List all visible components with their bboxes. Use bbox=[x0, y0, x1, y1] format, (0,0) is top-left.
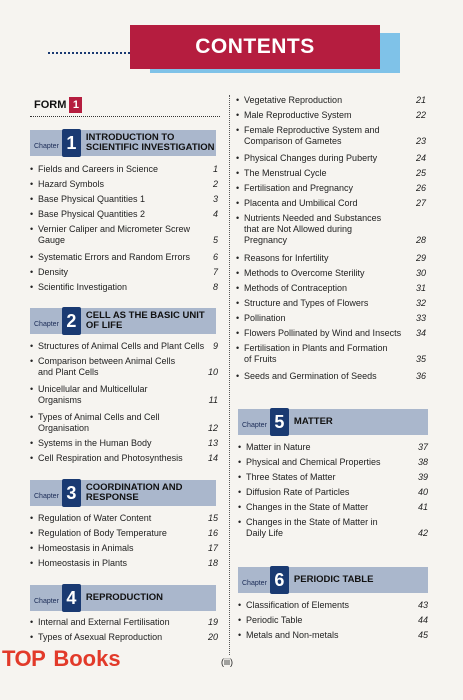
item-title: Reasons for Infertility bbox=[244, 253, 329, 263]
bullet-icon: • bbox=[238, 472, 242, 482]
bullet-icon: • bbox=[238, 600, 242, 610]
chapter-word: Chapter bbox=[242, 579, 267, 587]
item-title: Physical Changes during Puberty bbox=[244, 153, 378, 163]
chapter-header bbox=[238, 409, 428, 435]
item-title: Changes in the State of Matter in bbox=[246, 517, 378, 527]
item-page-number: 45 bbox=[417, 630, 428, 640]
item-page-number: 25 bbox=[415, 168, 426, 178]
item-title: Base Physical Quantities 1 bbox=[38, 194, 146, 204]
item-page-number: 9 bbox=[212, 341, 218, 351]
bullet-icon: • bbox=[236, 213, 240, 223]
chapter-title-line: SCIENTIFIC INVESTIGATION bbox=[85, 142, 215, 153]
item-title: Placenta and Umbilical Cord bbox=[244, 198, 358, 208]
item-title: Male Reproductive System bbox=[244, 110, 352, 120]
topbooks-logo bbox=[2, 646, 121, 672]
bullet-icon: • bbox=[238, 630, 242, 640]
item-title: Methods to Overcome Sterility bbox=[244, 268, 365, 278]
item-page-number: 21 bbox=[415, 95, 426, 105]
item-title: Regulation of Water Content bbox=[38, 513, 152, 523]
chapter-word: Chapter bbox=[242, 421, 267, 429]
chapter-title-line: OF LIFE bbox=[85, 320, 123, 331]
item-title: Vernier Caliper and Micrometer Screw bbox=[38, 224, 191, 234]
chapter-number: 2 bbox=[62, 307, 81, 335]
item-title: Pregnancy bbox=[244, 235, 288, 245]
item-page-number: 35 bbox=[415, 354, 426, 364]
bullet-icon: • bbox=[30, 384, 34, 394]
item-page-number: 24 bbox=[415, 153, 426, 163]
bullet-icon: • bbox=[30, 356, 34, 366]
item-page-number: 43 bbox=[417, 600, 428, 610]
bullet-icon: • bbox=[236, 95, 240, 105]
item-title: and Plant Cells bbox=[38, 367, 99, 377]
bullet-icon: • bbox=[30, 438, 34, 448]
item-page-number: 10 bbox=[207, 367, 218, 377]
item-title: Base Physical Quantities 2 bbox=[38, 209, 146, 219]
item-title: Types of Animal Cells and Cell bbox=[38, 412, 160, 422]
logo-top-text: TOP bbox=[2, 646, 46, 671]
bullet-icon: • bbox=[238, 615, 242, 625]
item-title: Scientific Investigation bbox=[38, 282, 128, 292]
item-title: Homeostasis in Animals bbox=[38, 543, 134, 553]
banner-dotted-line bbox=[48, 52, 130, 54]
item-page-number: 4 bbox=[212, 209, 218, 219]
chapter-title-line: CELL AS THE BASIC UNIT bbox=[85, 310, 205, 321]
item-page-number: 36 bbox=[415, 371, 426, 381]
item-page-number: 42 bbox=[417, 528, 428, 538]
item-title: Homeostasis in Plants bbox=[38, 558, 128, 568]
item-page-number: 14 bbox=[207, 453, 218, 463]
bullet-icon: • bbox=[30, 632, 34, 642]
item-title: Fertilisation and Pregnancy bbox=[244, 183, 354, 193]
item-title: Periodic Table bbox=[246, 615, 303, 625]
form-text: FORM bbox=[34, 99, 67, 111]
item-page-number: 16 bbox=[207, 528, 218, 538]
item-title: Methods of Contraception bbox=[244, 283, 348, 293]
bullet-icon: • bbox=[30, 617, 34, 627]
item-title: Density bbox=[38, 267, 69, 277]
item-page-number: 41 bbox=[417, 502, 428, 512]
bullet-icon: • bbox=[30, 224, 34, 234]
item-title: Regulation of Body Temperature bbox=[38, 528, 167, 538]
item-title: Fields and Careers in Science bbox=[38, 164, 159, 174]
bullet-icon: • bbox=[30, 267, 34, 277]
item-page-number: 7 bbox=[212, 267, 218, 277]
bullet-icon: • bbox=[30, 453, 34, 463]
page-number: (iii) bbox=[221, 657, 233, 667]
logo-books-text: Books bbox=[53, 646, 121, 671]
item-title: Gauge bbox=[38, 235, 66, 245]
chapter-number: 6 bbox=[270, 566, 289, 594]
item-title: Hazard Symbols bbox=[38, 179, 105, 189]
chapter-title-line: RESPONSE bbox=[85, 492, 139, 503]
item-page-number: 11 bbox=[208, 395, 218, 405]
item-page-number: 20 bbox=[207, 632, 218, 642]
chapter-title-line: COORDINATION AND bbox=[85, 482, 183, 493]
item-page-number: 26 bbox=[415, 183, 426, 193]
item-title: Matter in Nature bbox=[246, 442, 311, 452]
item-title: Seeds and Germination of Seeds bbox=[244, 371, 377, 381]
chapter-word: Chapter bbox=[34, 142, 59, 150]
chapter-header bbox=[30, 585, 216, 611]
item-title: Structure and Types of Flowers bbox=[244, 298, 369, 308]
item-title: Cell Respiration and Photosynthesis bbox=[38, 453, 183, 463]
bullet-icon: • bbox=[30, 412, 34, 422]
form-underline bbox=[30, 116, 220, 117]
item-page-number: 28 bbox=[415, 235, 426, 245]
item-page-number: 18 bbox=[207, 558, 218, 568]
bullet-icon: • bbox=[30, 282, 34, 292]
item-title: Internal and External Fertilisation bbox=[38, 617, 170, 627]
bullet-icon: • bbox=[238, 457, 242, 467]
item-page-number: 15 bbox=[207, 513, 218, 523]
item-page-number: 31 bbox=[415, 283, 426, 293]
item-title: Types of Asexual Reproduction bbox=[38, 632, 163, 642]
item-page-number: 1 bbox=[212, 164, 218, 174]
bullet-icon: • bbox=[238, 442, 242, 452]
bullet-icon: • bbox=[238, 502, 242, 512]
bullet-icon: • bbox=[236, 153, 240, 163]
bullet-icon: • bbox=[236, 298, 240, 308]
item-page-number: 32 bbox=[415, 298, 426, 308]
item-page-number: 23 bbox=[415, 136, 426, 146]
bullet-icon: • bbox=[30, 164, 34, 174]
chapter-title bbox=[86, 593, 163, 603]
chapter-title bbox=[86, 483, 183, 503]
bullet-icon: • bbox=[236, 371, 240, 381]
bullet-icon: • bbox=[236, 268, 240, 278]
item-title: Nutrients Needed and Substances bbox=[244, 213, 382, 223]
bullet-icon: • bbox=[236, 125, 240, 135]
chapter-title-line: PERIODIC TABLE bbox=[293, 574, 374, 585]
chapter-title bbox=[86, 133, 215, 153]
item-page-number: 13 bbox=[207, 438, 218, 448]
chapter-title-line: MATTER bbox=[293, 416, 333, 427]
item-page-number: 8 bbox=[212, 282, 218, 292]
bullet-icon: • bbox=[236, 313, 240, 323]
item-title: Comparison between Animal Cells bbox=[38, 356, 176, 366]
chapter-title bbox=[294, 575, 374, 585]
bullet-icon: • bbox=[238, 517, 242, 527]
chapter-header bbox=[30, 308, 216, 334]
item-title: Systems in the Human Body bbox=[38, 438, 152, 448]
contents-banner bbox=[130, 25, 380, 69]
item-page-number: 34 bbox=[415, 328, 426, 338]
item-title: that are Not Allowed during bbox=[244, 224, 353, 234]
chapter-title bbox=[294, 417, 333, 427]
item-title: Comparison of Gametes bbox=[244, 136, 342, 146]
item-title: Pollination bbox=[244, 313, 286, 323]
bullet-icon: • bbox=[30, 194, 34, 204]
bullet-icon: • bbox=[30, 341, 34, 351]
chapter-title bbox=[86, 311, 205, 331]
item-title: Metals and Non-metals bbox=[246, 630, 339, 640]
chapter-header bbox=[30, 130, 216, 156]
item-title: Changes in the State of Matter bbox=[246, 502, 369, 512]
item-page-number: 5 bbox=[212, 235, 218, 245]
chapter-word: Chapter bbox=[34, 320, 59, 328]
item-page-number: 22 bbox=[415, 110, 426, 120]
item-page-number: 40 bbox=[417, 487, 428, 497]
item-page-number: 27 bbox=[415, 198, 426, 208]
column-divider bbox=[229, 95, 230, 655]
chapter-header bbox=[30, 480, 216, 506]
item-page-number: 44 bbox=[417, 615, 428, 625]
item-page-number: 17 bbox=[207, 543, 218, 553]
bullet-icon: • bbox=[30, 558, 34, 568]
item-page-number: 37 bbox=[417, 442, 428, 452]
item-title: The Menstrual Cycle bbox=[244, 168, 327, 178]
item-title: Structures of Animal Cells and Plant Cells bbox=[38, 341, 205, 351]
item-page-number: 38 bbox=[417, 457, 428, 467]
item-page-number: 19 bbox=[207, 617, 218, 627]
page-title: CONTENTS bbox=[195, 35, 315, 58]
bullet-icon: • bbox=[236, 328, 240, 338]
item-page-number: 30 bbox=[415, 268, 426, 278]
form-label bbox=[34, 97, 82, 113]
bullet-icon: • bbox=[236, 168, 240, 178]
bullet-icon: • bbox=[236, 283, 240, 293]
bullet-icon: • bbox=[30, 179, 34, 189]
item-title: Daily Life bbox=[246, 528, 284, 538]
chapter-word: Chapter bbox=[34, 597, 59, 605]
item-page-number: 3 bbox=[212, 194, 218, 204]
item-title: Unicellular and Multicellular bbox=[38, 384, 148, 394]
item-title: of Fruits bbox=[244, 354, 277, 364]
item-page-number: 12 bbox=[207, 423, 218, 433]
item-title: Systematic Errors and Random Errors bbox=[38, 252, 191, 262]
item-title: Flowers Pollinated by Wind and Insects bbox=[244, 328, 402, 338]
form-number: 1 bbox=[69, 97, 82, 113]
item-title: Organisms bbox=[38, 395, 82, 405]
chapter-header bbox=[238, 567, 428, 593]
bullet-icon: • bbox=[236, 110, 240, 120]
chapter-number: 5 bbox=[270, 408, 289, 436]
chapter-number: 4 bbox=[62, 584, 81, 612]
item-title: Fertilisation in Plants and Formation bbox=[244, 343, 388, 353]
chapter-title-line: REPRODUCTION bbox=[85, 592, 163, 603]
bullet-icon: • bbox=[30, 513, 34, 523]
item-page-number: 2 bbox=[212, 179, 218, 189]
item-title: Diffusion Rate of Particles bbox=[246, 487, 350, 497]
item-page-number: 6 bbox=[212, 252, 218, 262]
bullet-icon: • bbox=[238, 487, 242, 497]
item-title: Three States of Matter bbox=[246, 472, 336, 482]
bullet-icon: • bbox=[30, 252, 34, 262]
chapter-word: Chapter bbox=[34, 492, 59, 500]
chapter-title-line: INTRODUCTION TO bbox=[85, 132, 175, 143]
item-title: Vegetative Reproduction bbox=[244, 95, 343, 105]
item-title: Classification of Elements bbox=[246, 600, 350, 610]
bullet-icon: • bbox=[236, 343, 240, 353]
bullet-icon: • bbox=[30, 209, 34, 219]
item-page-number: 33 bbox=[415, 313, 426, 323]
item-title: Female Reproductive System and bbox=[244, 125, 380, 135]
item-title: Physical and Chemical Properties bbox=[246, 457, 381, 467]
bullet-icon: • bbox=[30, 528, 34, 538]
bullet-icon: • bbox=[236, 253, 240, 263]
chapter-number: 1 bbox=[62, 129, 81, 157]
item-page-number: 39 bbox=[417, 472, 428, 482]
bullet-icon: • bbox=[30, 543, 34, 553]
item-title: Organisation bbox=[38, 423, 90, 433]
item-page-number: 29 bbox=[415, 253, 426, 263]
bullet-icon: • bbox=[236, 198, 240, 208]
bullet-icon: • bbox=[236, 183, 240, 193]
chapter-number: 3 bbox=[62, 479, 81, 507]
